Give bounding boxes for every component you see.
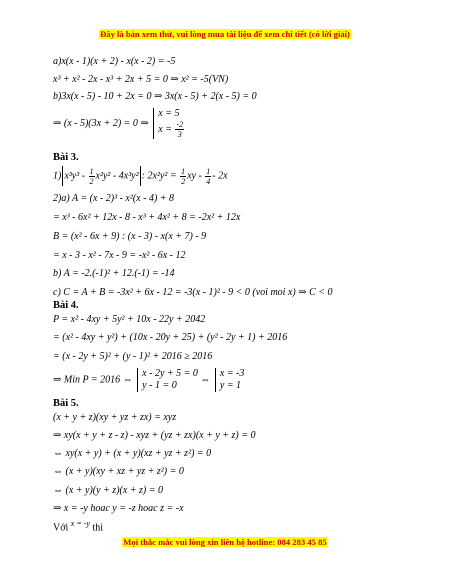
b5-eq6: ⇒ x = -y hoac y = -z hoac z = -x — [53, 503, 184, 514]
b5-eq2: ⇒ xy(x + y + z - z) - xyz + (yz + zx)(x + y + z) = 0 — [53, 430, 256, 441]
b3-eq5: = x - 3 - x² - 7x - 9 = -x² - 6x - 12 — [53, 250, 186, 261]
b5-eq5: ⇔ (x + y)(y + z)(x + z) = 0 — [53, 485, 164, 496]
solution-2: x = $\frac{-2}{3}$ — [158, 120, 184, 139]
b5-eq1: (x + y + z)(xy + yz + zx) = xyz — [53, 412, 177, 423]
b4-eq1: P = x² - 4xy + 5y² + 10x - 22y + 2042 — [53, 314, 206, 325]
b3-eq6: b) A = -2.(-1)² + 12.(-1) = -14 — [53, 268, 175, 279]
section-bai-4: Bài 4. — [53, 300, 79, 311]
b3-eq3: = x³ - 6x² + 12x - 8 - x³ + 4x² + 8 = -2x² + 12x — [53, 212, 241, 223]
eq-b-left: ⇒ (x - 5)(3x + 2) = 0 ⇒ — [53, 117, 149, 129]
b3-eq7: c) C = A + B = -3x² + 6x - 12 = -3(x - 1)² - 9 < 0 (voi moi x) ⇒ C < 0 — [53, 287, 333, 298]
b5-eq4: ⇔ (x + y)(xy + xz + yz + z²) = 0 — [53, 466, 184, 477]
eq-a: a)x(x - 1)(x + 2) - x(x - 2) = -5 — [53, 56, 176, 67]
solution-1: x = 5 — [158, 108, 180, 119]
hotline-banner — [0, 537, 450, 547]
eq-a-expanded: x³ + x² - 2x - x³ + 2x + 5 = 0 ⇒ x² = -5(VN) — [53, 74, 229, 85]
b4-system-a: x - 2y + 5 = 0 y - 1 = 0 — [137, 368, 198, 392]
b3-eq2: 2)a) A = (x - 2)³ - x²(x - 4) + 8 — [53, 193, 175, 204]
solution-system — [153, 108, 185, 139]
preview-notice-text: Đây là bản xem thử, vui lòng mua tài liệu để xem chi tiết (có lời giải) — [100, 29, 350, 39]
b5-eq3: ⇔ xy(x + y) + (x + y)(xz + yz + z²) = 0 — [53, 448, 212, 459]
hotline-text: Mọi thắc mắc vui lòng xin liên hệ hotline: 084 283 45 85 — [123, 537, 327, 547]
eq-b-solution — [53, 108, 185, 139]
section-bai-3: Bài 3. — [53, 152, 79, 163]
b4-eq3: = (x - 2y + 5)² + (y - 1)² + 2016 ≥ 2016 — [53, 351, 213, 362]
b5-eq7: Với $^{x = -y}$ thì — [53, 519, 104, 534]
b4-system-b: x = -3 y = 1 — [215, 368, 245, 392]
b4-eq2: = (x² - 4xy + y²) + (10x - 20y + 25) + (y² - 2y + 1) + 2016 — [53, 332, 288, 343]
b4-eq4: ⇒ Min P = 2016 ⇔ x - 2y + 5 = 0 y - 1 = 0 ⇔ x = -3 y = 1 — [53, 368, 245, 391]
preview-notice-banner — [0, 29, 450, 39]
eq-b: b)3x(x - 5) - 10 + 2x = 0 ⇒ 3x(x - 5) + 2(x - 5) = 0 — [53, 91, 257, 102]
section-bai-5: Bài 5. — [53, 398, 79, 409]
b3-eq1: 1) x³y³ - $\frac{1}{2}$ x²y² - 4x³y² : 2x²y² = $\frac{1}{2}$ xy - $\frac{1}{4}$ - 2x — [53, 166, 228, 186]
b3-eq4: B = (x² - 6x + 9) : (x - 3) - x(x + 7) - 9 — [53, 231, 207, 242]
